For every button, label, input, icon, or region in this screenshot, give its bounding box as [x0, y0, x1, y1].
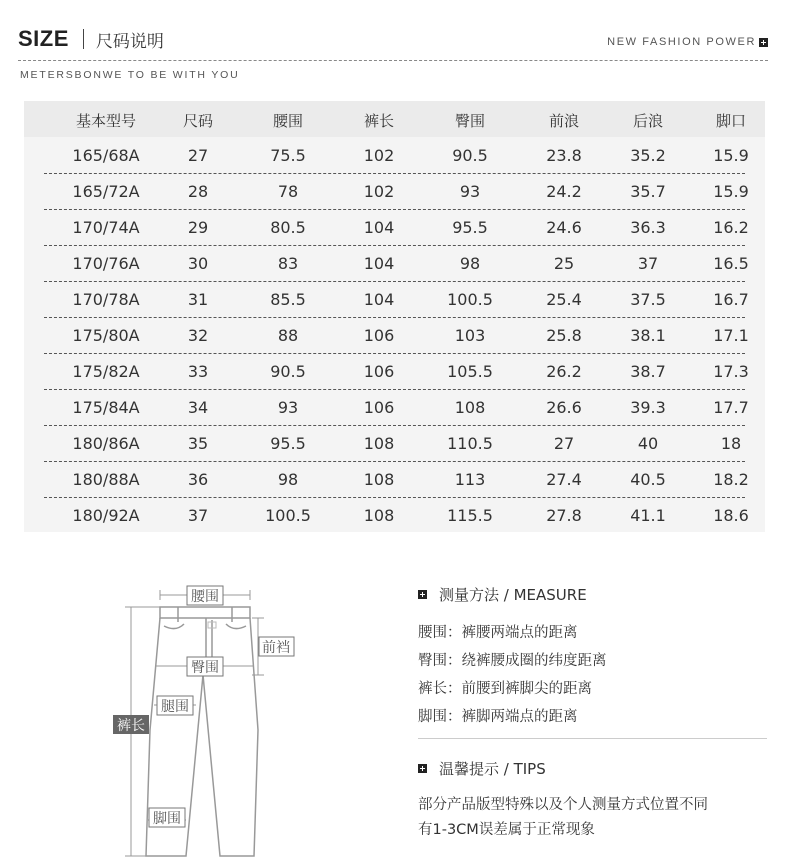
header-cell-model: 基本型号 — [75, 112, 137, 130]
measure-item: 脚围：裤脚两端点的距离 — [418, 709, 578, 725]
table-cell: 98 — [277, 470, 299, 489]
tips-line: 部分产品版型特殊以及个人测量方式位置不同 — [418, 797, 708, 813]
table-cell: 15.9 — [713, 146, 749, 165]
table-cell: 180/88A — [72, 470, 140, 489]
table-cell: 33 — [187, 362, 209, 381]
label-hem — [149, 808, 185, 827]
table-cell: 80.5 — [270, 218, 306, 237]
table-cell: 100.5 — [447, 290, 493, 309]
table-cell: 106 — [363, 398, 395, 417]
table-cell: 108 — [363, 506, 395, 525]
table-cell: 28 — [187, 182, 209, 201]
label-length-text: 裤长 — [117, 718, 145, 734]
table-cell: 37.5 — [630, 290, 666, 309]
table-cell: 88 — [277, 326, 299, 345]
table-cell: 25.4 — [546, 290, 582, 309]
label-hip — [187, 657, 223, 676]
tips-text — [418, 793, 778, 843]
size-heading: SIZE — [18, 26, 69, 51]
header-cell-length: 裤长 — [363, 112, 395, 130]
plus-square-icon — [418, 590, 427, 599]
table-cell: 103 — [454, 326, 486, 345]
table-cell: 170/76A — [72, 254, 140, 273]
table-cell: 90.5 — [452, 146, 488, 165]
table-cell: 35.7 — [630, 182, 666, 201]
table-row — [24, 173, 765, 209]
table-row — [24, 317, 765, 353]
table-cell: 17.3 — [713, 362, 749, 381]
label-thigh — [157, 696, 193, 715]
table-cell: 17.7 — [713, 398, 749, 417]
table-cell: 93 — [277, 398, 299, 417]
table-cell: 83 — [277, 254, 299, 273]
table-cell: 175/84A — [72, 398, 140, 417]
table-cell: 85.5 — [270, 290, 306, 309]
table-cell: 75.5 — [270, 146, 306, 165]
table-cell: 38.1 — [630, 326, 666, 345]
table-cell: 26.2 — [546, 362, 582, 381]
table-cell: 29 — [187, 218, 209, 237]
table-cell: 108 — [363, 470, 395, 489]
header-cell-front-rise: 前浪 — [548, 112, 580, 130]
table-cell: 115.5 — [447, 506, 493, 525]
measure-item: 腰围：裤腰两端点的距离 — [418, 625, 578, 641]
table-cell: 36 — [187, 470, 209, 489]
table-cell: 27 — [553, 434, 575, 453]
table-cell: 18.6 — [713, 506, 749, 525]
table-cell: 35 — [187, 434, 209, 453]
table-cell: 26.6 — [546, 398, 582, 417]
table-row — [24, 389, 765, 425]
table-cell: 31 — [187, 290, 209, 309]
table-cell: 108 — [363, 434, 395, 453]
measure-title: 测量方法 / MEASURE — [439, 586, 587, 604]
measure-list — [418, 619, 778, 731]
header-cell-waist: 腰围 — [272, 112, 304, 130]
table-cell: 104 — [363, 254, 395, 273]
label-thigh-text: 腿围 — [161, 699, 189, 715]
table-cell: 32 — [187, 326, 209, 345]
table-cell: 34 — [187, 398, 209, 417]
table-cell: 27.8 — [546, 506, 582, 525]
table-cell: 90.5 — [270, 362, 306, 381]
table-row — [24, 245, 765, 281]
table-cell: 38.7 — [630, 362, 666, 381]
table-row — [24, 353, 765, 389]
label-waist — [187, 586, 223, 605]
table-cell: 30 — [187, 254, 209, 273]
table-cell: 105.5 — [447, 362, 493, 381]
table-cell: 23.8 — [546, 146, 582, 165]
table-cell: 27.4 — [546, 470, 582, 489]
table-header — [24, 101, 765, 137]
pants-measurement-diagram — [0, 560, 400, 865]
table-cell: 102 — [363, 146, 395, 165]
brand-subline: METERSBONWE TO BE WITH YOU — [20, 69, 240, 81]
table-cell: 40.5 — [630, 470, 666, 489]
header-divider — [83, 29, 84, 49]
table-cell: 39.3 — [630, 398, 666, 417]
table-cell: 180/86A — [72, 434, 140, 453]
table-cell: 17.1 — [713, 326, 749, 345]
section-divider — [418, 738, 767, 739]
table-cell: 170/74A — [72, 218, 140, 237]
table-cell: 37 — [637, 254, 659, 273]
label-waist-text: 腰围 — [191, 589, 219, 605]
table-cell: 16.7 — [713, 290, 749, 309]
table-cell: 18 — [720, 434, 742, 453]
table-cell: 16.2 — [713, 218, 749, 237]
tips-section — [418, 758, 778, 843]
table-cell: 175/82A — [72, 362, 140, 381]
brand-tagline — [607, 36, 768, 48]
measure-item: 臀围：绕裤腰成圈的纬度距离 — [418, 653, 607, 669]
table-cell: 95.5 — [270, 434, 306, 453]
label-front-rise-text: 前裆 — [262, 640, 290, 656]
table-cell: 106 — [363, 362, 395, 381]
measure-section — [418, 584, 778, 731]
tips-title: 温馨提示 / TIPS — [439, 760, 546, 778]
table-cell: 104 — [363, 290, 395, 309]
table-row — [24, 137, 765, 173]
table-cell: 18.2 — [713, 470, 749, 489]
table-cell: 106 — [363, 326, 395, 345]
table-cell: 113 — [454, 470, 486, 489]
table-cell: 37 — [187, 506, 209, 525]
tips-line: 有1-3CM误差属于正常现象 — [418, 822, 595, 838]
table-cell: 110.5 — [447, 434, 493, 453]
table-cell: 27 — [187, 146, 209, 165]
table-cell: 25 — [553, 254, 575, 273]
table-row — [24, 497, 765, 533]
table-cell: 24.2 — [546, 182, 582, 201]
label-hem-text: 脚围 — [153, 811, 181, 827]
page-header — [18, 26, 164, 52]
table-cell: 25.8 — [546, 326, 582, 345]
label-length — [113, 715, 149, 734]
table-cell: 36.3 — [630, 218, 666, 237]
table-cell: 24.6 — [546, 218, 582, 237]
table-cell: 180/92A — [72, 506, 140, 525]
header-cell-size: 尺码 — [182, 112, 214, 130]
table-row — [24, 425, 765, 461]
table-cell: 98 — [459, 254, 481, 273]
table-cell: 104 — [363, 218, 395, 237]
table-cell: 165/68A — [72, 146, 140, 165]
table-row — [24, 281, 765, 317]
header-cell-hem: 脚口 — [715, 112, 747, 130]
table-cell: 40 — [637, 434, 659, 453]
header-cell-back-rise: 后浪 — [632, 112, 664, 130]
header-dashed-divider — [18, 60, 768, 61]
table-cell: 95.5 — [452, 218, 488, 237]
tips-heading — [418, 758, 778, 779]
tagline-text: NEW FASHION POWER — [607, 36, 756, 48]
table-cell: 93 — [459, 182, 481, 201]
size-table — [24, 101, 765, 532]
table-cell: 78 — [277, 182, 299, 201]
page-title: 尺码说明 — [95, 31, 164, 52]
table-cell: 108 — [454, 398, 486, 417]
table-cell: 41.1 — [630, 506, 666, 525]
table-cell: 102 — [363, 182, 395, 201]
table-cell: 170/78A — [72, 290, 140, 309]
label-front-rise — [259, 637, 294, 656]
table-cell: 15.9 — [713, 182, 749, 201]
header-cell-hip: 臀围 — [454, 112, 486, 130]
measure-heading — [418, 584, 778, 605]
table-cell: 100.5 — [265, 506, 311, 525]
plus-square-icon — [418, 764, 427, 773]
measure-item: 裤长：前腰到裤脚尖的距离 — [418, 681, 592, 697]
table-cell: 165/72A — [72, 182, 140, 201]
label-hip-text: 臀围 — [191, 660, 219, 676]
diagram-labels — [113, 586, 294, 827]
plus-square-icon — [759, 38, 768, 47]
table-row — [24, 461, 765, 497]
table-cell: 175/80A — [72, 326, 140, 345]
table-cell: 35.2 — [630, 146, 666, 165]
table-row — [24, 209, 765, 245]
table-cell: 16.5 — [713, 254, 749, 273]
